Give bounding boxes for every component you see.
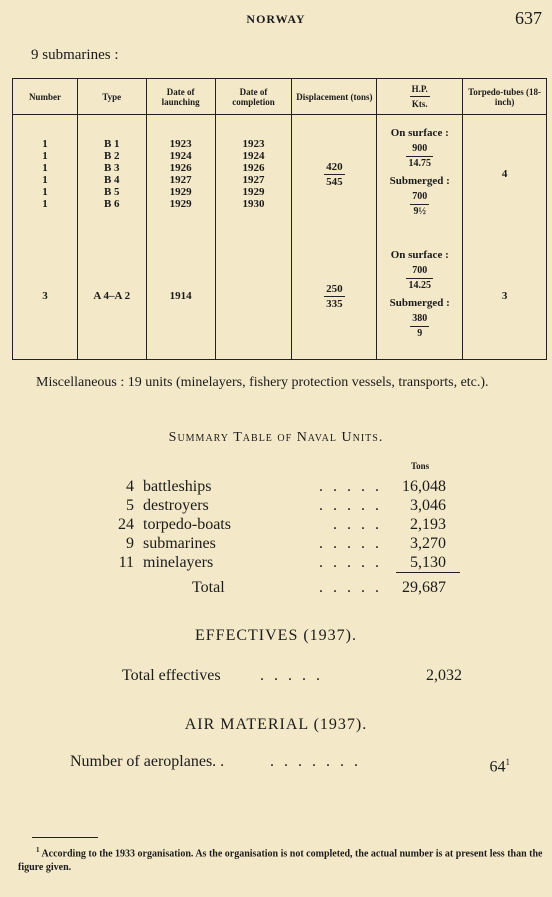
col-launching: Date of launching — [146, 79, 215, 115]
summary-title: Summary Table of Naval Units. — [168, 430, 384, 445]
col-type: Type — [77, 79, 146, 115]
cell-completion — [215, 233, 292, 360]
summary-row: 5 destroyers . . . . . 3,046 — [126, 497, 446, 514]
table-row — [13, 115, 547, 234]
page-number: 637 — [515, 8, 542, 28]
cell-type: A 4–A 2 — [77, 233, 146, 360]
cell-torpedo: 4 — [463, 115, 547, 234]
page-header — [0, 8, 552, 32]
col-torpedo: Torpedo-tubes (18-inch) — [463, 79, 547, 115]
cell-torpedo: 3 — [463, 233, 547, 360]
summary-row: 11 minelayers . . . . . 5,130 — [118, 554, 446, 571]
cell-displacement: $\frac{250}{335}$ — [292, 233, 377, 360]
table-header-row — [13, 79, 547, 115]
cell-number: 3 — [13, 233, 78, 360]
submarines-table — [12, 78, 547, 360]
cell-launching: 1914 — [146, 233, 215, 360]
col-hp: $\frac{H.P.}{\text{Kts.}}$ — [377, 79, 463, 115]
cell-hp-kts: On surface : $\frac{700}{14.25}$ Submerged : $\frac{380}{9}$ — [377, 233, 463, 360]
summary-row: 4 battleships . . . . . 16,048 — [126, 478, 446, 495]
cell-hp-kts: On surface : $\frac{900}{14.75}$ Submerged : $\frac{700}{\text{9½}}$ — [377, 115, 463, 234]
cell-number: 1 1 1 1 1 1 — [13, 115, 78, 234]
miscellaneous-note: Miscellaneous : 19 units (minelayers, fishery protection vessels, transports, etc.). — [36, 375, 489, 390]
cell-completion: 1923 1924 1926 1927 1929 1930 — [215, 115, 292, 234]
summary-row: 9 submarines . . . . . 3,270 — [126, 535, 446, 552]
summary-row: 24 torpedo-boats . . . . 2,193 — [118, 516, 446, 533]
effectives-title: EFFECTIVES (1937). — [195, 627, 357, 644]
footnote-rule — [32, 837, 98, 838]
summary-total-row: Total . . . . . 29,687 — [192, 579, 446, 596]
air-material-title: AIR MATERIAL (1937). — [184, 716, 368, 733]
col-displacement: Displacement (tons) — [292, 79, 377, 115]
aeroplanes-row: Number of aeroplanes. . . . . . . . . $64^1$ — [70, 753, 510, 776]
effectives-row: Total effectives . . . . . 2,032 — [122, 667, 462, 684]
tons-header: Tons — [411, 461, 430, 471]
cell-type: B 1 B 2 B 3 B 4 B 5 B 6 — [77, 115, 146, 234]
table-row — [13, 233, 547, 360]
cell-launching: 1923 1924 1926 1927 1929 1929 — [146, 115, 215, 234]
col-completion: Date of completion — [215, 79, 292, 115]
section-title: 9 submarines : — [31, 47, 119, 63]
cell-displacement: $\frac{420}{545}$ — [292, 115, 377, 234]
total-rule — [396, 572, 460, 573]
footnote: $^1$ According to the 1933 organisation. As the organisation is not completed, the actual number is at present less than the figure given. — [18, 846, 543, 874]
running-title: NORWAY — [246, 12, 306, 26]
col-number: Number — [13, 79, 78, 115]
